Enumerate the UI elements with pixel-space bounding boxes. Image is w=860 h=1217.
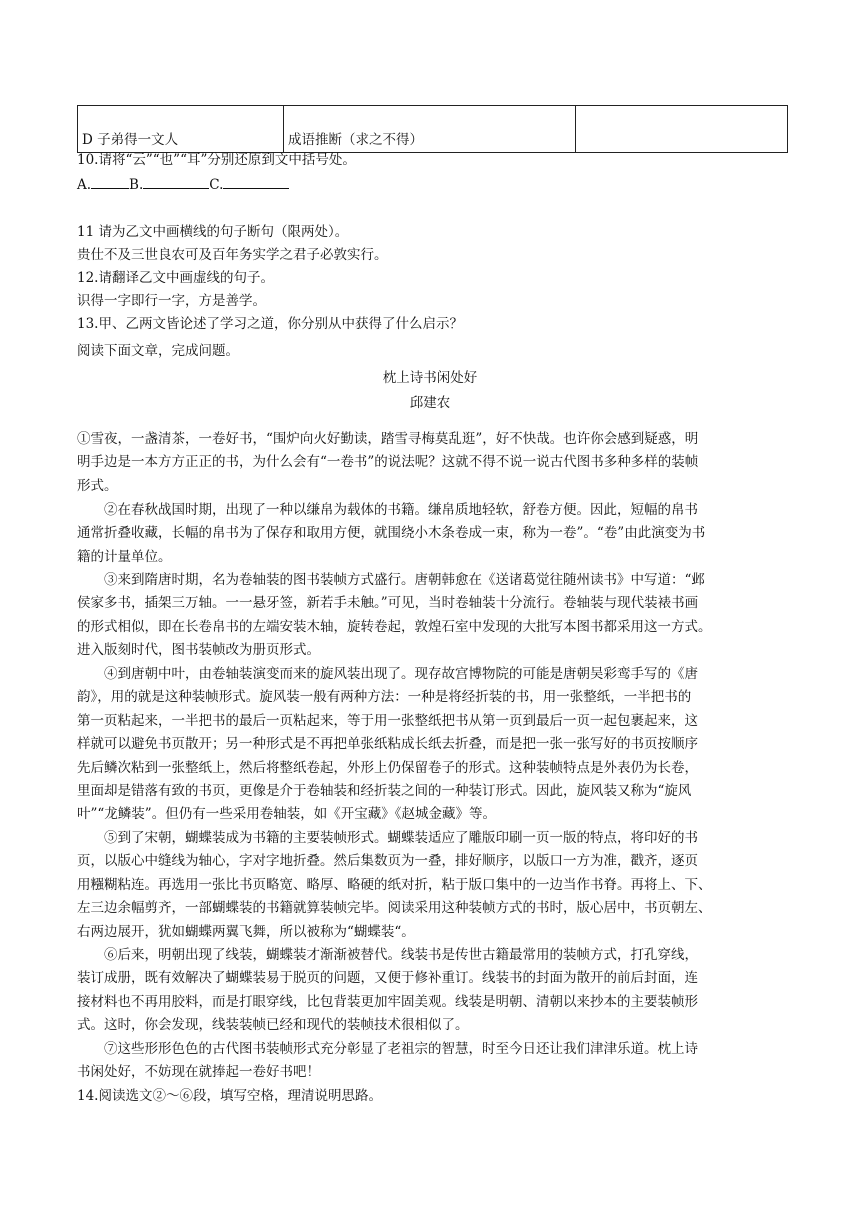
- paragraph-line: 页，以版心中缝线为轴心，字对字地折叠。然后集数页为一叠，排好顺序，以版口一方为准，戳齐，逐页: [77, 853, 698, 870]
- article-paragraph-5: [77, 827, 787, 944]
- table-cell: 成语推断（求之不得）: [284, 106, 576, 153]
- question-10-blanks: [77, 174, 289, 195]
- question-14: 14.阅读选文②～⑥段，填写空格，理清说明思路。: [77, 1088, 382, 1104]
- paragraph-line: 明手边是一本方方正正的书，为什么会有“一卷书”的说法呢？这就不得不说一说古代图书多种多样的装帧: [77, 454, 699, 471]
- table-cell: [576, 106, 788, 153]
- paragraph-line: ⑤到了宋朝，蝴蝶装成为书籍的主要装帧形式。蝴蝶装适应了雕版印刷一页一版的特点，将印好的书: [104, 830, 698, 846]
- article-paragraph-1: [77, 428, 787, 498]
- article-paragraph-4: [77, 663, 787, 827]
- paragraph-line: 里面却是错落有致的书页，更像是介于卷轴装和经折装之间的一种装订形式。因此，旋风装又称为“旋风: [77, 783, 692, 800]
- question-11-sentence: 贵仕不及三世良农可及百年务实学之君子必敦实行。: [77, 247, 388, 263]
- paragraph-line: 韵》，用的就是这种装帧形式。旋风装一般有两种方法：一种是将经折装的书，用一张整纸，一半把书的: [77, 689, 692, 706]
- paragraph-line: 叶”“龙鳞装”。但仍有一些采用卷轴装，如《开宝藏》《赵城金藏》等。: [77, 806, 496, 823]
- paragraph-line: 用糨糊粘连。再选用一张比书页略宽、略厚、略硬的纸对折，粘于版口集中的一边当作书脊。再将上、下、: [77, 876, 712, 893]
- paragraph-line: 左三边余幅剪齐，一部蝴蝶装的书籍就算装帧完毕。阅读采用这种装帧方式的书时，版心居中，书页朝左、: [77, 900, 712, 917]
- paragraph-line: 样就可以避免书页散开；另一种形式是不再把单张纸粘成长纸去折叠，而是把一张一张写好的书页按顺序: [77, 736, 698, 753]
- paragraph-line: 书闲处好，不妨现在就捧起一卷好书吧！: [77, 1064, 320, 1081]
- question-12: 12.请翻译乙文中画虚线的句子。: [77, 270, 274, 286]
- blank-a[interactable]: [91, 174, 129, 189]
- article-paragraph-7: [77, 1038, 787, 1085]
- blank-c-label: C.: [209, 177, 224, 193]
- paragraph-line: 籍的计量单位。: [77, 548, 172, 565]
- article-paragraph-3: [77, 569, 787, 663]
- paragraph-line: ①雪夜，一盏清茶，一卷好书，“围炉向火好勤读，踏雪寻梅莫乱逛”，好不快哉。也许你会感到疑惑，明: [77, 431, 699, 447]
- question-10: 10.请将“云”“也”“耳”分别还原到文中括号处。: [77, 152, 356, 168]
- article-paragraph-2: [77, 499, 787, 569]
- blank-a-label: A.: [77, 177, 92, 193]
- paragraph-line: 右两边展开，犹如蝴蝶两翼飞舞，所以被称为“蝴蝶装“。: [77, 923, 415, 940]
- paragraph-line: 的形式相似，即在长卷帛书的左端安装木轴，旋转卷起，敦煌石室中发现的大批写本图书都采用这一方式。: [77, 618, 712, 635]
- answer-table: [77, 105, 788, 153]
- paragraph-line: ③来到隋唐时期，名为卷轴装的图书装帧方式盛行。唐朝韩愈在《送诸葛觉往随州读书》中写道：“邺: [104, 572, 705, 588]
- question-11: 11 请为乙文中画横线的句子断句（限两处）。: [77, 224, 349, 240]
- paragraph-line: ⑦这些形形色色的古代图书装帧形式充分彰显了老祖宗的智慧，时至今日还让我们津津乐道。枕上诗: [104, 1041, 698, 1057]
- blank-c[interactable]: [223, 174, 289, 189]
- paragraph-line: 先后鳞次粘到一张整纸上，然后将整纸卷起，外形上仍保留卷子的形式。这种装帧特点是外表仍为长卷，: [77, 759, 698, 776]
- reading-intro: 阅读下面文章，完成问题。: [77, 343, 239, 359]
- blank-b[interactable]: [143, 174, 209, 189]
- paragraph-line: 接材料也不再用胶料，而是打眼穿线，比包背装更加牢固美观。线装是明朝、清朝以来抄本的主要装帧形: [77, 993, 698, 1010]
- article-author: 邱建农: [409, 395, 451, 411]
- paragraph-line: 侯家多书，插架三万轴。一一悬牙签，新若手未触。”可见，当时卷轴装十分流行。卷轴装与现代装裱书画: [77, 595, 699, 612]
- paragraph-line: ②在春秋战国时期，出现了一种以缣帛为载体的书籍。缣帛质地轻软，舒卷方便。因此，短幅的帛书: [104, 502, 698, 518]
- question-12-sentence: 识得一字即行一字，方是善学。: [77, 293, 266, 309]
- paragraph-line: 形式。: [77, 477, 118, 494]
- paragraph-line: ④到唐朝中叶，由卷轴装演变而来的旋风装出现了。现存故宫博物院的可能是唐朝吴彩鸾手写的《唐: [104, 666, 698, 682]
- question-13: 13.甲、乙两文皆论述了学习之道，你分别从中获得了什么启示？: [77, 316, 463, 332]
- paragraph-line: 通常折叠收藏，长幅的帛书为了保存和取用方便，就围绕小木条卷成一束，称为一卷”。“卷”由此演变为书: [77, 525, 706, 542]
- blank-b-label: B.: [129, 177, 144, 193]
- table-row: [78, 106, 788, 153]
- paragraph-line: 式。这时，你会发现，线装装帧已经和现代的装帧技术很相似了。: [77, 1017, 469, 1034]
- paragraph-line: 进入版刻时代，图书装帧改为册页形式。: [77, 642, 320, 659]
- paragraph-line: 装订成册，既有效解决了蝴蝶装易于脱页的问题，又便于修补重订。线装书的封面为散开的前后封面，连: [77, 970, 698, 987]
- article-title: 枕上诗书闲处好: [382, 370, 478, 386]
- paragraph-line: ⑥后来，明朝出现了线装，蝴蝶装才渐渐被替代。线装书是传世古籍最常用的装帧方式，打孔穿线，: [104, 947, 698, 963]
- article-paragraph-6: [77, 944, 787, 1038]
- table-cell: D 子弟得一文人: [78, 106, 284, 153]
- paragraph-line: 第一页粘起来，一半把书的最后一页粘起来，等于用一张整纸把书从第一页到最后一页一起包裹起来，这: [77, 712, 698, 729]
